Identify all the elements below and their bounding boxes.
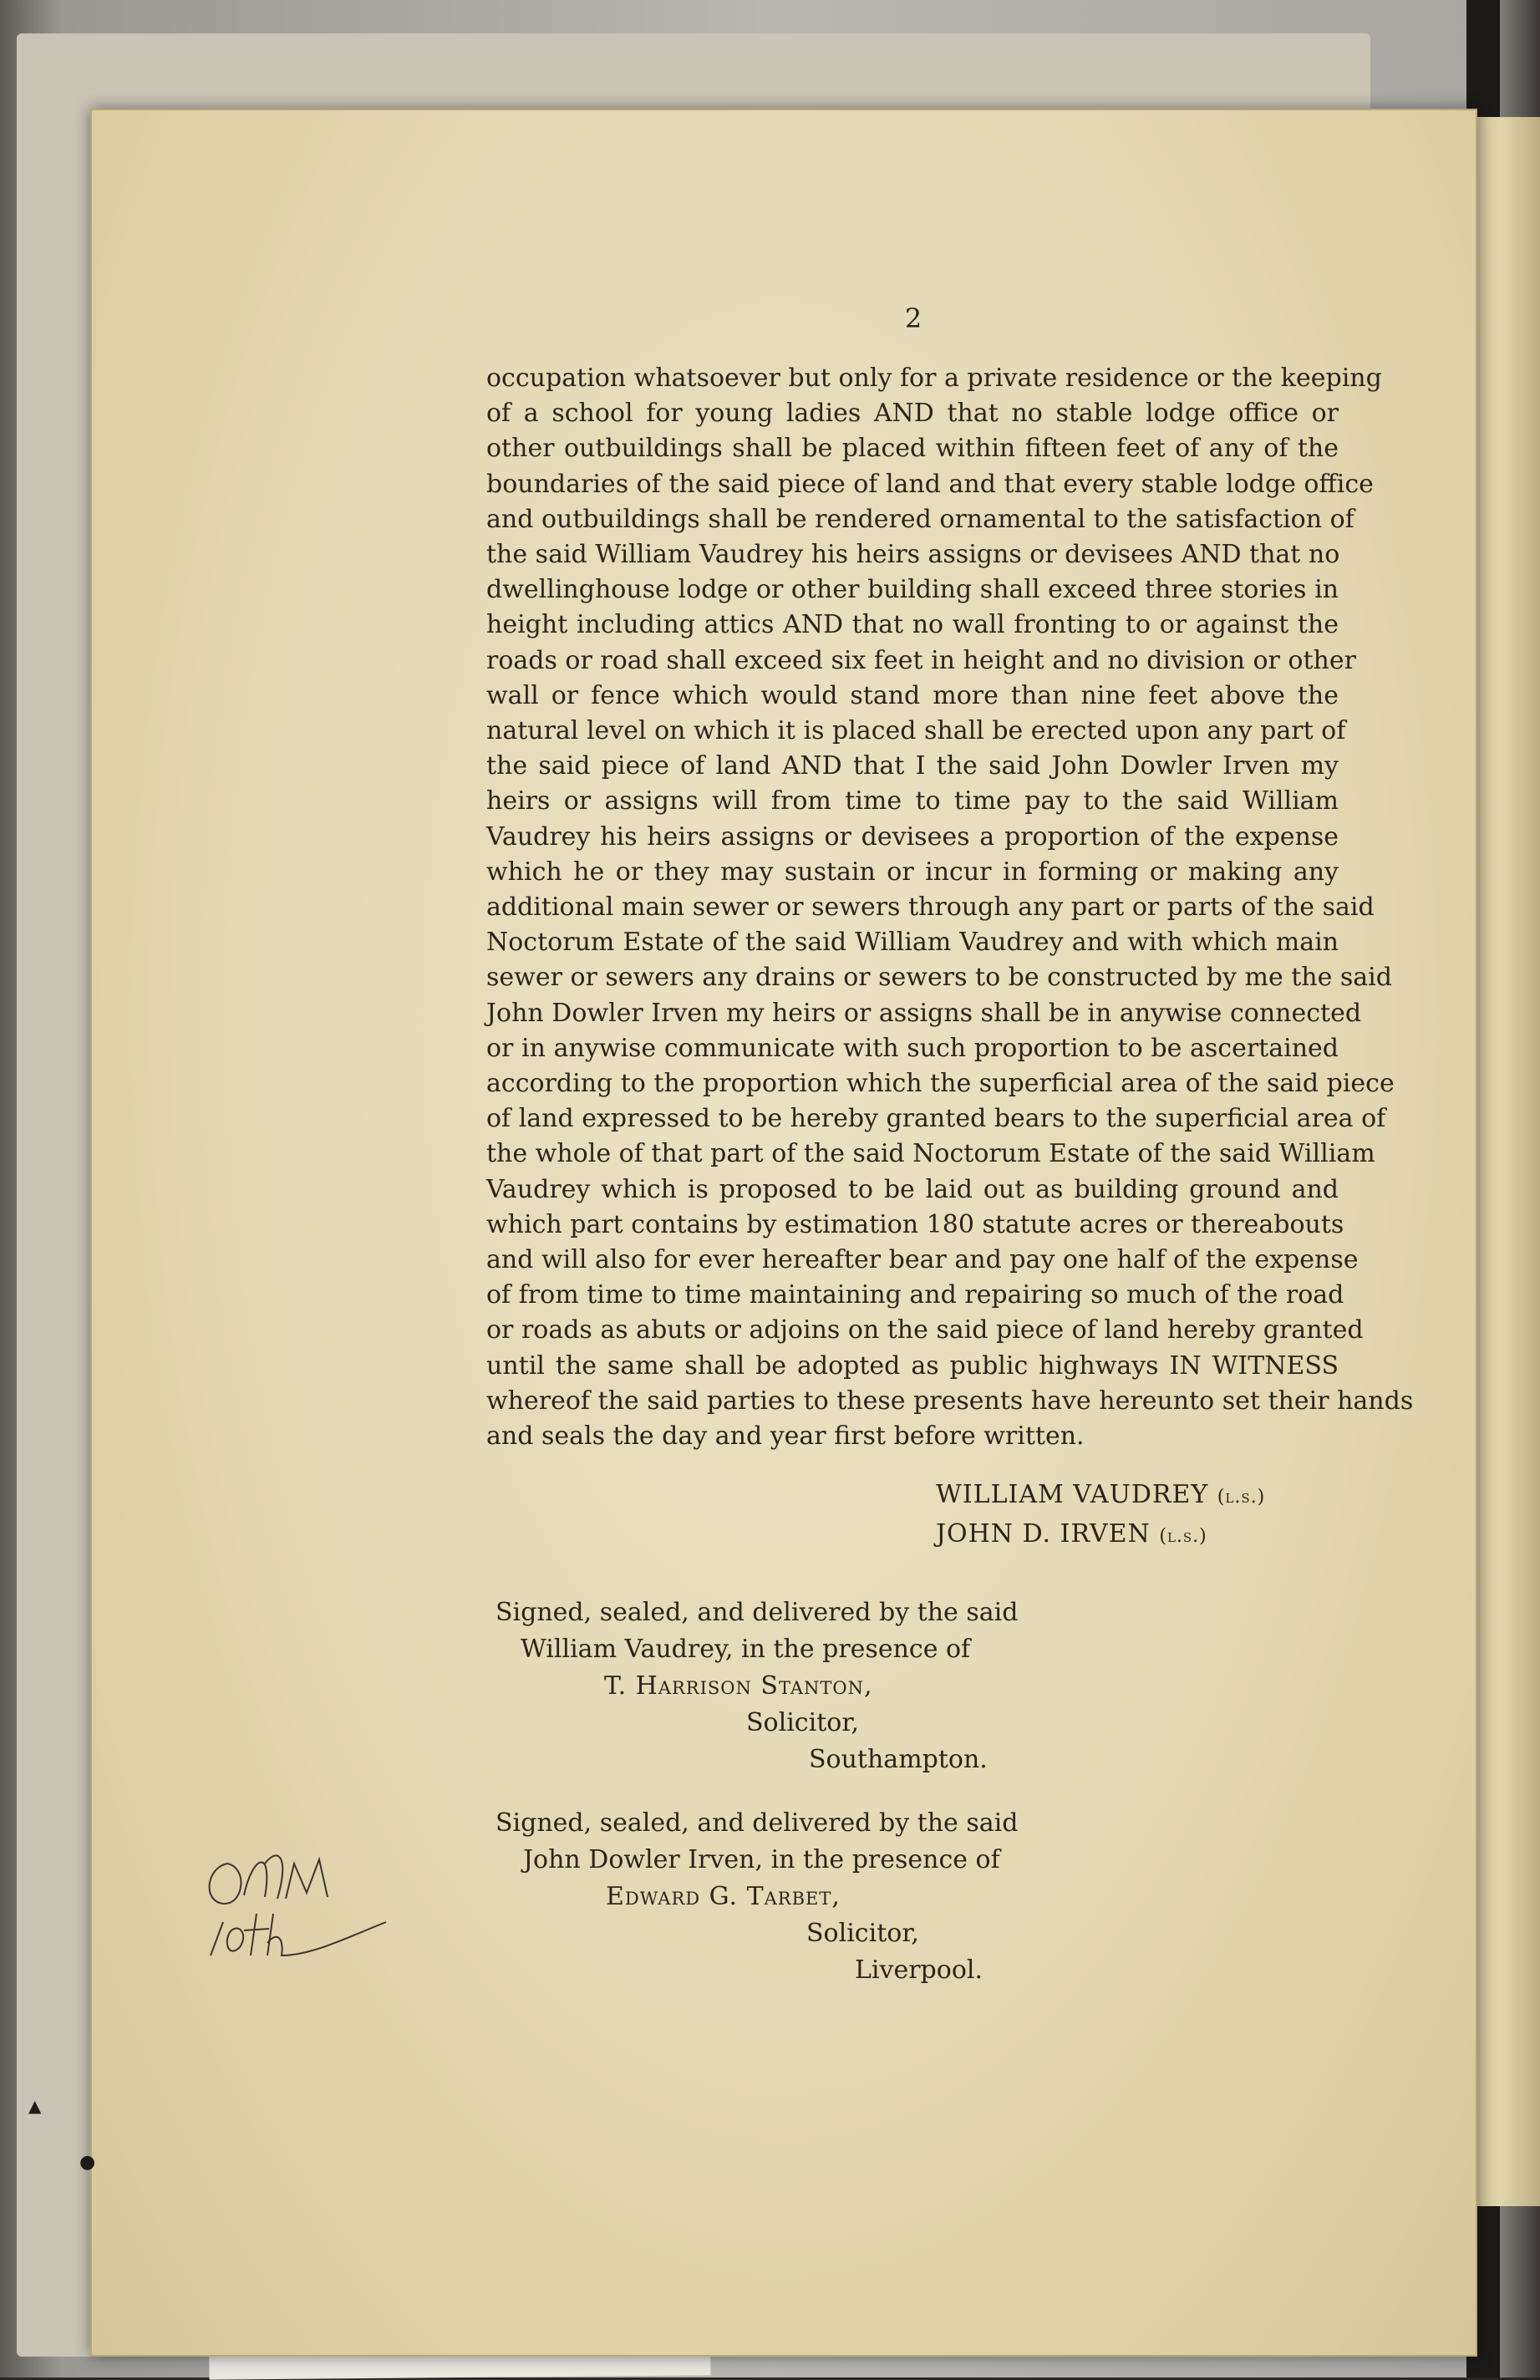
body-line: dwellinghouse lodge or other building shall exceed three stories in xyxy=(486,575,1339,605)
seal-mark: (l.s.) xyxy=(1217,1487,1266,1508)
signatory-line xyxy=(936,1477,1354,1516)
body-line: of land expressed to be hereby granted bears to the superficial area of xyxy=(486,1104,1386,1134)
body-line: or in anywise communicate with such proportion to be ascertained xyxy=(486,1033,1339,1063)
witness-title: Solicitor, xyxy=(806,1919,919,1948)
signatory-block xyxy=(936,1477,1354,1555)
body-line: occupation whatsoever but only for a private residence or the keeping xyxy=(486,364,1382,393)
witness-name: Edward G. Tarbet, xyxy=(606,1882,841,1911)
adjacent-page-edge xyxy=(1471,117,1540,2206)
body-line: Noctorum Estate of the said William Vaudrey and with which main xyxy=(486,928,1339,958)
witness-place: Liverpool. xyxy=(855,1955,983,1985)
body-line: Vaudrey which is proposed to be laid out as building ground and xyxy=(486,1174,1339,1204)
deed-body-text xyxy=(486,361,1414,1454)
signatory-name: JOHN D. IRVEN xyxy=(936,1519,1151,1549)
witness-block-2 xyxy=(496,1805,1018,1989)
body-line: of a school for young ladies AND that no stable lodge office or xyxy=(486,399,1339,429)
witness-block-1 xyxy=(496,1594,1018,1778)
witness-line: William Vaudrey, in the presence of xyxy=(521,1635,971,1664)
body-line: roads or road shall exceed six feet in height and no division or other xyxy=(486,645,1356,675)
body-line: the said piece of land AND that I the said John Dowler Irven my xyxy=(486,751,1339,781)
body-line: and seals the day and year first before written. xyxy=(486,1421,1085,1452)
body-line: boundaries of the said piece of land and that every stable lodge office xyxy=(486,469,1374,499)
witness-line: Signed, sealed, and delivered by the said xyxy=(496,1808,1019,1838)
page-number: 2 xyxy=(904,303,922,334)
body-line: additional main sewer or sewers through any part or parts of the said xyxy=(486,892,1375,923)
body-line: John Dowler Irven my heirs or assigns shall be in anywise connected xyxy=(486,998,1362,1028)
body-line: which he or they may sustain or incur in forming or making any xyxy=(486,857,1339,887)
body-line: height including attics AND that no wall fronting to or against the xyxy=(486,610,1339,640)
body-line: natural level on which it is placed shall be erected upon any part of xyxy=(486,716,1346,746)
body-line: and outbuildings shall be rendered ornamental to the satisfaction of xyxy=(486,504,1354,534)
body-line: other outbuildings shall be placed within fifteen feet of any of the xyxy=(486,434,1339,464)
signatory-name: WILLIAM VAUDREY xyxy=(936,1480,1209,1509)
body-line: the said William Vaudrey his heirs assigns or devisees AND that no xyxy=(486,540,1340,570)
body-line: or roads as abuts or adjoins on the said piece of land hereby granted xyxy=(486,1315,1364,1345)
signatory-line xyxy=(936,1516,1354,1555)
body-line: the whole of that part of the said Noctorum Estate of the said William xyxy=(486,1139,1375,1169)
seal-mark: (l.s.) xyxy=(1159,1526,1207,1547)
witness-title: Solicitor, xyxy=(746,1708,859,1737)
witness-place: Southampton. xyxy=(809,1745,988,1774)
body-line: heirs or assigns will from time to time pay to the said William xyxy=(486,786,1339,816)
body-line: sewer or sewers any drains or sewers to be constructed by me the said xyxy=(486,963,1392,993)
body-line: whereof the said parties to these presents have hereunto set their hands xyxy=(486,1386,1414,1416)
body-line: and will also for ever hereafter bear and pay one half of the expense xyxy=(486,1245,1359,1275)
body-line: Vaudrey his heirs assigns or devisees a proportion of the expense xyxy=(486,821,1339,852)
body-line: according to the proportion which the superficial area of the said piece xyxy=(486,1069,1395,1099)
body-line: which part contains by estimation 180 statute acres or thereabouts xyxy=(486,1209,1344,1239)
witness-line: Signed, sealed, and delivered by the said xyxy=(496,1598,1019,1627)
margin-mark: ▲ xyxy=(28,2096,42,2116)
witness-name: T. Harrison Stanton, xyxy=(604,1671,873,1701)
handwritten-annotation xyxy=(194,1830,394,1972)
witness-line: John Dowler Irven, in the presence of xyxy=(523,1845,1000,1874)
body-line: until the same shall be adopted as public highways IN WITNESS xyxy=(486,1350,1339,1381)
margin-mark: ● xyxy=(79,2152,96,2173)
body-line: wall or fence which would stand more than nine feet above the xyxy=(486,680,1339,710)
body-line: of from time to time maintaining and repairing so much of the road xyxy=(486,1280,1344,1310)
